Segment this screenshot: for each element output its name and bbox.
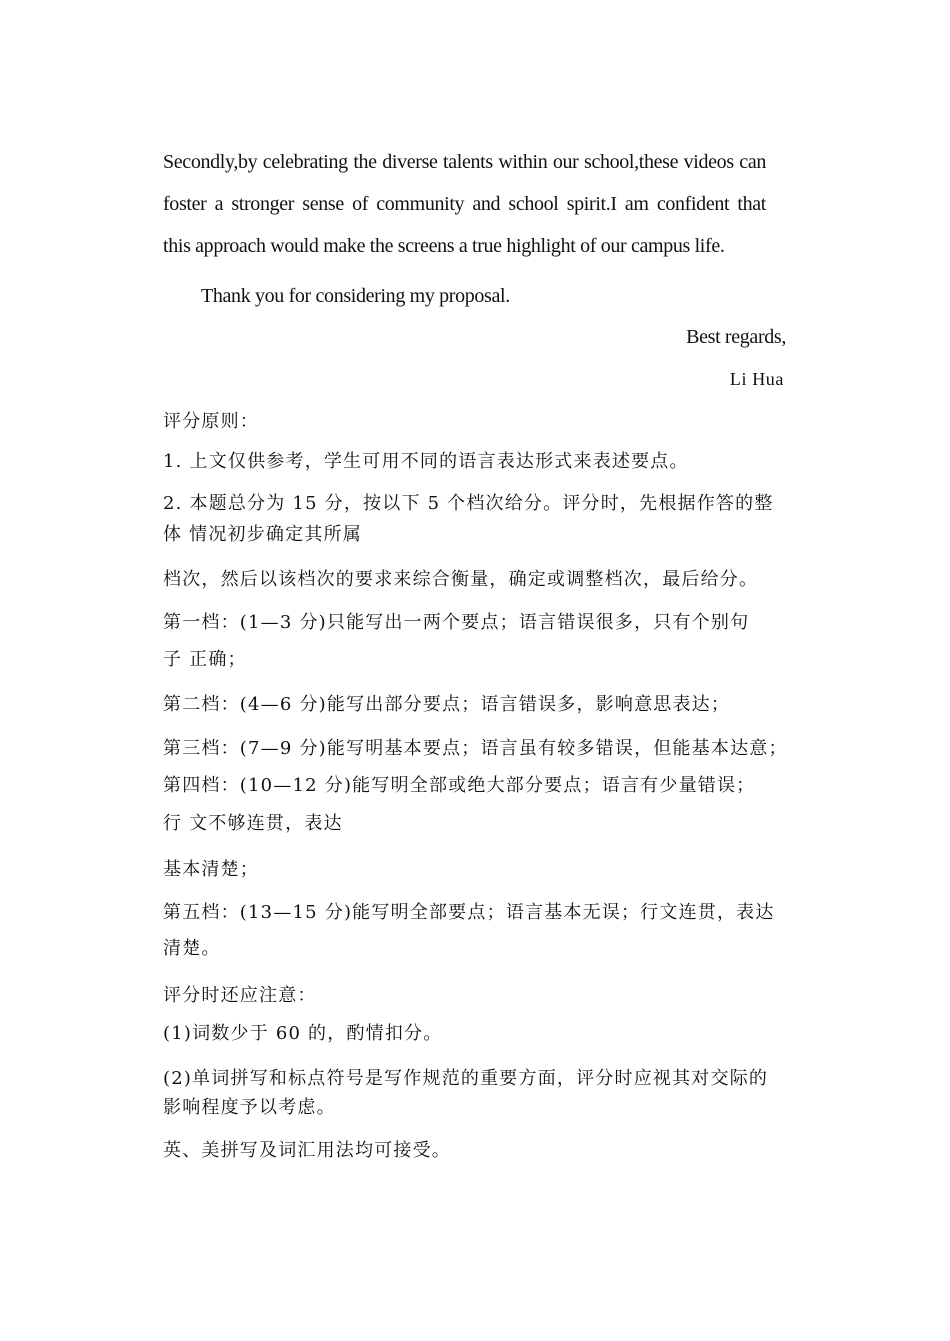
tier-4-line-2: 行 文不够连贯，表达 <box>163 813 343 834</box>
tier-3: 第三档：(7—9 分)能写明基本要点；语言虽有较多错误，但能基本达意； <box>163 738 788 759</box>
tier-1-line-1: 第一档：(1—3 分)只能写出一两个要点；语言错误很多，只有个别句 <box>163 612 750 633</box>
tier-1-line-2: 子 正确； <box>163 649 247 670</box>
letter-paragraph-line-2: foster a stronger sense of community and school spirit.I am confident that <box>163 193 766 215</box>
tier-2: 第二档：(4—6 分)能写出部分要点；语言错误多，影响意思表达； <box>163 694 731 715</box>
tier-4-line-3: 基本清楚； <box>163 859 259 880</box>
scoring-heading: 评分原则： <box>163 411 259 432</box>
scoring-rule-2-line-2: 体 情况初步确定其所属 <box>163 524 362 545</box>
letter-paragraph-line-1: Secondly,by celebrating the diverse talents within our school,these videos can <box>163 151 766 173</box>
letter-paragraph-line-3: this approach would make the screens a true highlight of our campus life. <box>163 235 725 257</box>
scoring-rule-2-line-3: 档次，然后以该档次的要求来综合衡量，确定或调整档次，最后给分。 <box>163 569 759 590</box>
scoring-rule-2-line-1: 2. 本题总分为 15 分，按以下 5 个档次给分。评分时，先根据作答的整 <box>163 493 774 514</box>
note-2-line-1: (2)单词拼写和标点符号是写作规范的重要方面，评分时应视其对交际的 <box>163 1068 769 1089</box>
scoring-rule-1: 1. 上文仅供参考，学生可用不同的语言表达形式来表述要点。 <box>163 451 689 472</box>
tier-4-line-1: 第四档：(10—12 分)能写明全部或绝大部分要点；语言有少量错误； <box>163 775 756 796</box>
notes-heading: 评分时还应注意： <box>163 985 317 1006</box>
note-1: (1)词数少于 60 的，酌情扣分。 <box>163 1023 443 1044</box>
letter-signature: Li Hua <box>729 369 784 389</box>
note-3: 英、美拼写及词汇用法均可接受。 <box>163 1140 451 1161</box>
tier-5-line-1: 第五档：(13—15 分)能写明全部要点；语言基本无误；行文连贯，表达 <box>163 902 775 923</box>
letter-thanks: Thank you for considering my proposal. <box>201 285 510 307</box>
letter-closing: Best regards, <box>686 326 786 348</box>
note-2-line-2: 影响程度予以考虑。 <box>163 1097 336 1118</box>
tier-5-line-2: 清楚。 <box>163 938 221 959</box>
